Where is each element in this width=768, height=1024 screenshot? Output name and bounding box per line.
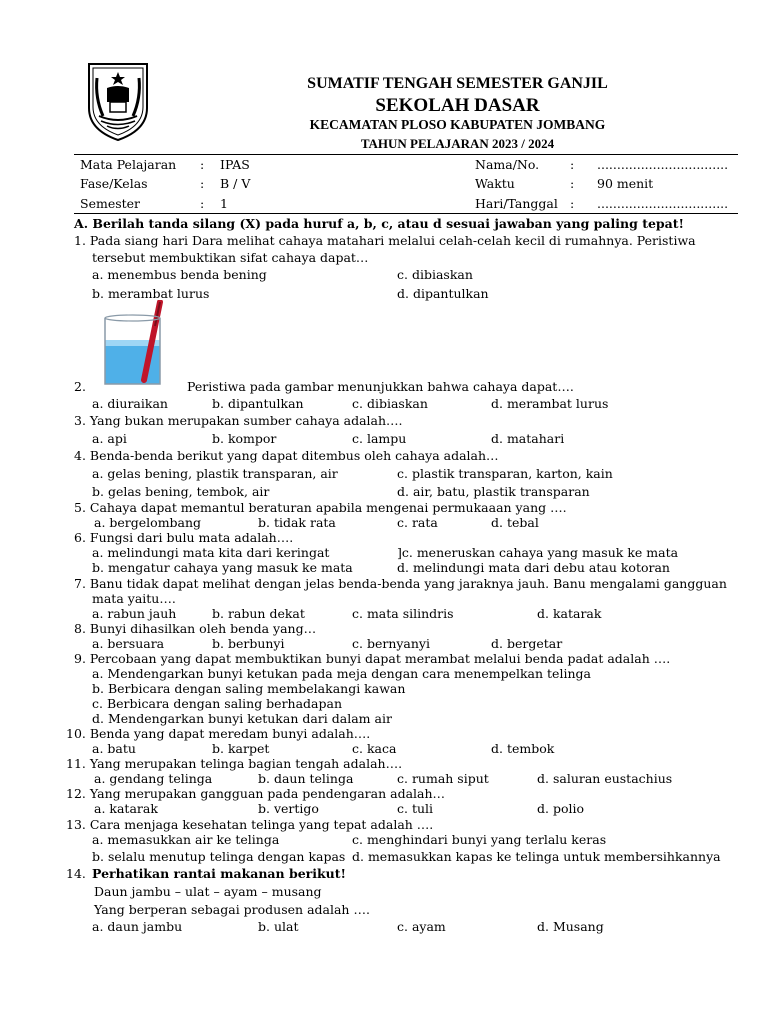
answer-option[interactable]: c. mata silindris <box>352 606 454 621</box>
info-colon: : <box>200 196 205 211</box>
answer-option[interactable]: c. menghindari bunyi yang terlalu keras <box>352 832 607 847</box>
question-text: 4. Benda-benda berikut yang dapat ditembus oleh cahaya adalah… <box>74 448 499 463</box>
school-level: SEKOLAH DASAR <box>375 95 540 116</box>
answer-option[interactable]: c. dibiaskan <box>352 396 428 411</box>
question-text: 12. Yang merupakan gangguan pada pendengaran adalah… <box>66 786 446 801</box>
question-text: 2. <box>74 379 86 394</box>
answer-option[interactable]: a. bergelombang <box>94 515 202 530</box>
answer-option[interactable]: a. rabun jauh <box>92 606 177 621</box>
answer-option[interactable]: d. tebal <box>491 515 539 530</box>
answer-option[interactable]: a. gendang telinga <box>94 771 213 786</box>
answer-option[interactable]: b. selalu menutup telinga dengan kapas <box>92 849 346 864</box>
answer-option[interactable]: d. dipantulkan <box>397 286 489 301</box>
answer-option[interactable]: b. tidak rata <box>258 515 336 530</box>
answer-option[interactable]: c. plastik transparan, karton, kain <box>397 466 613 481</box>
question-text: 11. Yang merupakan telinga bagian tengah adalah…. <box>66 756 403 771</box>
header-divider <box>74 154 738 155</box>
answer-option[interactable]: b. ulat <box>258 919 299 934</box>
info-colon: : <box>200 176 205 191</box>
answer-option[interactable]: a. gelas bening, plastik transparan, air <box>92 466 338 481</box>
regency-emblem-icon <box>85 58 151 142</box>
answer-option[interactable]: d. matahari <box>491 431 565 446</box>
info-colon: : <box>570 157 575 172</box>
answer-option[interactable]: a. diuraikan <box>92 396 168 411</box>
answer-option[interactable]: ]c. meneruskan cahaya yang masuk ke mata <box>397 545 679 560</box>
question-text: Peristiwa pada gambar menunjukkan bahwa cahaya dapat…. <box>187 379 574 394</box>
answer-option[interactable]: c. rumah siput <box>397 771 489 786</box>
info-value: 90 menit <box>597 176 654 191</box>
answer-option[interactable]: a. katarak <box>94 801 158 816</box>
answer-option[interactable]: b. berbunyi <box>212 636 285 651</box>
question-text: 10. Benda yang dapat meredam bunyi adalah…. <box>66 726 371 741</box>
info-label: Hari/Tanggal <box>475 196 558 211</box>
info-value: 1 <box>220 196 228 211</box>
section-a-instruction: A. Berilah tanda silang (X) pada huruf a, b, c, atau d sesuai jawaban yang paling tepat! <box>74 216 685 231</box>
answer-option[interactable]: a. api <box>92 431 127 446</box>
answer-option[interactable]: d. polio <box>537 801 584 816</box>
answer-option[interactable]: d. air, batu, plastik transparan <box>397 484 590 499</box>
academic-year: TAHUN PELAJARAN 2023 / 2024 <box>360 136 555 151</box>
date-field[interactable]: ................................. <box>597 196 729 211</box>
answer-option[interactable]: d. melindungi mata dari debu atau kotoran <box>397 560 670 575</box>
answer-option[interactable]: b. dipantulkan <box>212 396 304 411</box>
question-text: 7. Banu tidak dapat melihat dengan jelas benda-benda yang jaraknya jauh. Banu mengalami gangguan <box>74 576 727 591</box>
info-label: Mata Pelajaran <box>80 157 177 172</box>
answer-option[interactable]: a. menembus benda bening <box>92 267 267 282</box>
answer-option[interactable]: a. bersuara <box>92 636 165 651</box>
answer-option[interactable]: d. saluran eustachius <box>537 771 673 786</box>
question-text: 5. Cahaya dapat memantul beraturan apabila mengenai permukaaan yang …. <box>74 500 567 515</box>
answer-option[interactable]: c. Berbicara dengan saling berhadapan <box>92 696 343 711</box>
question-text: 3. Yang bukan merupakan sumber cahaya adalah…. <box>74 413 403 428</box>
question-text: 8. Bunyi dihasilkan oleh benda yang… <box>74 621 317 636</box>
question-text: 9. Percobaan yang dapat membuktikan bunyi dapat merambat melalui benda padat adalah …. <box>74 651 671 666</box>
answer-option[interactable]: b. mengatur cahaya yang masuk ke mata <box>92 560 353 575</box>
question-text: 13. Cara menjaga kesehatan telinga yang tepat adalah …. <box>66 817 434 832</box>
question-14-title: Perhatikan rantai makanan berikut! <box>92 866 347 881</box>
question-14-text: Yang berperan sebagai produsen adalah …. <box>94 902 370 917</box>
answer-option[interactable]: b. kompor <box>212 431 277 446</box>
answer-option[interactable]: b. daun telinga <box>258 771 354 786</box>
answer-option[interactable]: c. bernyanyi <box>352 636 430 651</box>
question-text: mata yaitu…. <box>92 591 176 606</box>
answer-option[interactable]: c. rata <box>397 515 438 530</box>
answer-option[interactable]: d. tembok <box>491 741 555 756</box>
info-value: B / V <box>220 176 251 191</box>
info-colon: : <box>570 196 575 211</box>
answer-option[interactable]: b. rabun dekat <box>212 606 305 621</box>
answer-option[interactable]: c. tuli <box>397 801 434 816</box>
question-text: tersebut membuktikan sifat cahaya dapat… <box>92 250 369 265</box>
info-label: Fase/Kelas <box>80 176 148 191</box>
answer-option[interactable]: d. Mendengarkan bunyi ketukan dari dalam air <box>92 711 392 726</box>
answer-option[interactable]: c. dibiaskan <box>397 267 473 282</box>
answer-option[interactable]: d. memasukkan kapas ke telinga untuk membersihkannya <box>352 849 721 864</box>
answer-option[interactable]: b. karpet <box>212 741 270 756</box>
exam-title: SUMATIF TENGAH SEMESTER GANJIL <box>307 75 608 92</box>
answer-option[interactable]: a. daun jambu <box>92 919 183 934</box>
food-chain: Daun jambu – ulat – ayam – musang <box>94 884 322 899</box>
answer-option[interactable]: b. merambat lurus <box>92 286 210 301</box>
answer-option[interactable]: d. bergetar <box>491 636 563 651</box>
info-label: Semester <box>80 196 141 211</box>
answer-option[interactable]: b. Berbicara dengan saling membelakangi kawan <box>92 681 406 696</box>
answer-option[interactable]: d. katarak <box>537 606 602 621</box>
info-colon: : <box>200 157 205 172</box>
glass-water-pencil-icon <box>100 300 175 390</box>
info-value: IPAS <box>220 157 250 172</box>
question-14-number: 14. <box>66 866 86 881</box>
answer-option[interactable]: d. Musang <box>537 919 604 934</box>
answer-option[interactable]: d. merambat lurus <box>491 396 609 411</box>
info-colon: : <box>570 176 575 191</box>
answer-option[interactable]: a. memasukkan air ke telinga <box>92 832 280 847</box>
info-label: Waktu <box>475 176 515 191</box>
info-label: Nama/No. <box>475 157 540 172</box>
answer-option[interactable]: c. kaca <box>352 741 397 756</box>
question-text: 6. Fungsi dari bulu mata adalah…. <box>74 530 294 545</box>
answer-option[interactable]: c. lampu <box>352 431 407 446</box>
answer-option[interactable]: c. ayam <box>397 919 446 934</box>
district-name: KECAMATAN PLOSO KABUPATEN JOMBANG <box>309 117 606 132</box>
answer-option[interactable]: a. batu <box>92 741 136 756</box>
answer-option[interactable]: b. gelas bening, tembok, air <box>92 484 270 499</box>
answer-option[interactable]: a. Mendengarkan bunyi ketukan pada meja dengan cara menempelkan telinga <box>92 666 591 681</box>
question-text: 1. Pada siang hari Dara melihat cahaya matahari melalui celah-celah kecil di rumahnya. Peristiwa <box>74 233 696 248</box>
info-divider <box>74 213 738 214</box>
answer-option[interactable]: b. vertigo <box>258 801 319 816</box>
answer-option[interactable]: a. melindungi mata kita dari keringat <box>92 545 330 560</box>
name-field[interactable]: ................................. <box>597 157 729 172</box>
